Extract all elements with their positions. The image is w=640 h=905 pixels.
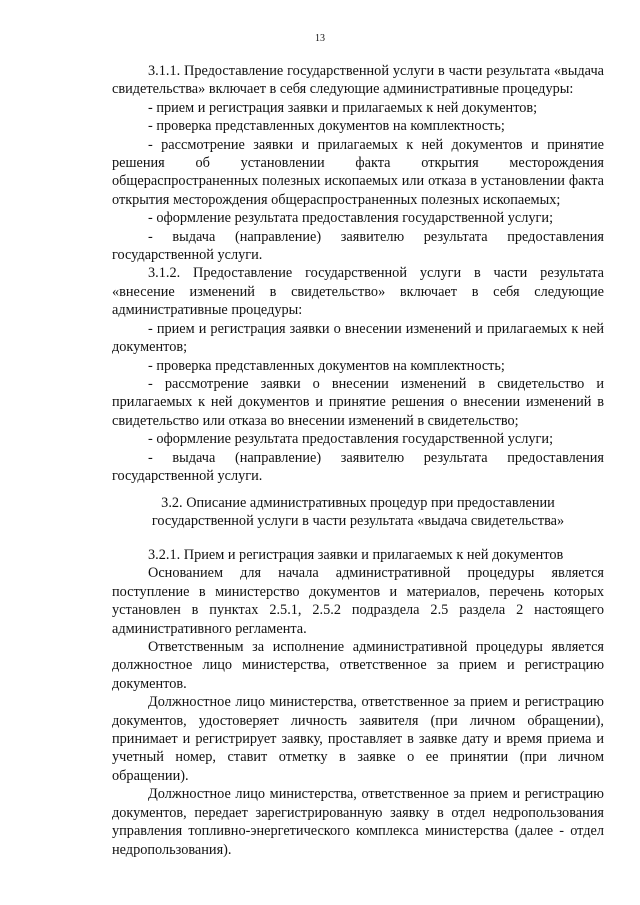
list-item: - рассмотрение заявки и прилагаемых к ней документов и принятие решения об установлении факта открытия месторождения общераспространенных полезных ископаемых или отказа в установлении факта открытия месторождения общераспространенных полезных ископаемых; <box>112 136 604 208</box>
list-item: - оформление результата предоставления государственной услуги; <box>148 210 554 227</box>
paragraph: Ответственным за исполнение административной процедуры является должностное лицо министерства, ответственное за прием и регистрацию документов. <box>112 639 604 692</box>
paragraph: Основанием для начала административной процедуры является поступление в министерство документов и материалов, перечень которых установлен в пунктах 2.5.1, 2.5.2 подраздела 2.5 раздела 2 настоящего административного регламента. <box>112 565 604 637</box>
list-item: - выдача (направление) заявителю результата предоставления государственной услуги. <box>112 449 604 484</box>
list-item: - выдача (направление) заявителю результата предоставления государственной услуги. <box>112 228 604 264</box>
section-3-2-1 <box>112 546 604 859</box>
paragraph: Должностное лицо министерства, ответственное за прием и регистрацию документов, передает зарегистрированную заявку в отдел недропользования управления топливно-энергетического комплекса министерства (далее - отдел недропользования). <box>112 786 604 858</box>
list-item: - проверка представленных документов на комплектность; <box>148 118 505 135</box>
subsection-heading: 3.2.1. Прием и регистрация заявки и прилагаемых к ней документов <box>148 547 564 563</box>
list-item: - прием и регистрация заявки о внесении изменений и прилагаемых к ней документов; <box>112 320 604 356</box>
paragraph-3-1-1: 3.1.1. Предоставление государственной услуги в части результата «выдача свидетельства» включает в себя следующие административные процедуры: <box>112 63 604 98</box>
list-item: - проверка представленных документов на комплектность; <box>148 357 505 374</box>
section-3-2-heading <box>112 494 604 531</box>
section-3-1 <box>112 62 604 485</box>
section-heading: 3.2. Описание административных процедур при предоставлении государственной услуги в части результата «выдача свидетельства» <box>151 495 565 530</box>
list-item: - рассмотрение заявки о внесении изменений в свидетельство и прилагаемых к ней документов и принятие решения о внесении изменений в свидетельство или отказа во внесении изменений в свидетельство; <box>112 375 604 429</box>
list-item: - оформление результата предоставления государственной услуги; <box>148 431 554 448</box>
paragraph-3-1-2: 3.1.2. Предоставление государственной услуги в части результата «внесение изменений в свидетельство» включает в себя следующие административные процедуры: <box>112 265 604 319</box>
page-number: 13 <box>315 33 325 44</box>
list-item: - прием и регистрация заявки и прилагаемых к ней документов; <box>148 99 538 116</box>
paragraph: Должностное лицо министерства, ответственное за прием и регистрацию документов, удостоверяет личность заявителя (при личном обращении), принимает и регистрирует заявку, проставляет в заявке дату и время приема и учетный номер, ставит отметку в заявке о ее принятии (при личном обращении). <box>112 694 604 784</box>
